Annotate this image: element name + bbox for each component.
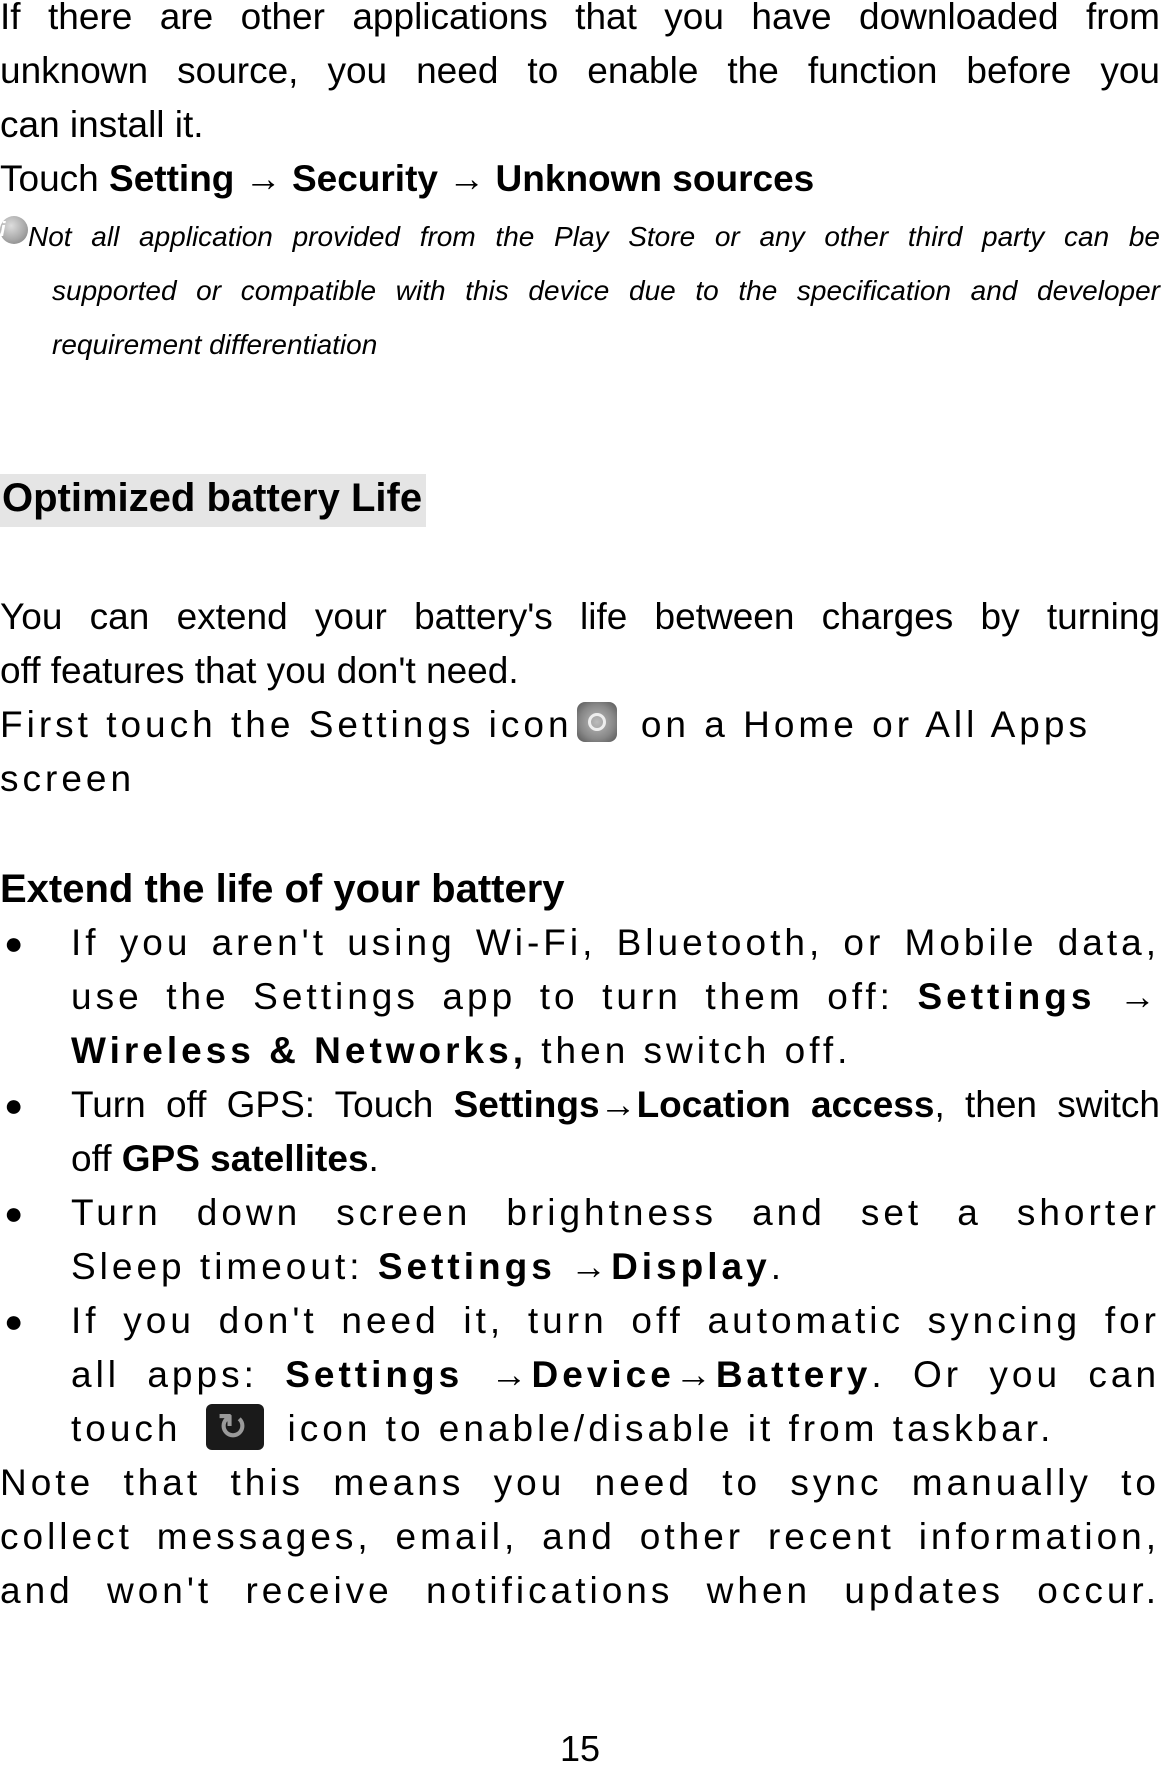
- settings-line-post: on a Home or All Apps: [640, 704, 1091, 745]
- bullet-3-line-1: Turn down screen brightness and set a shorter: [71, 1192, 1160, 1233]
- bullet-2-post: , then switch: [934, 1084, 1161, 1125]
- touch-path-line: [0, 152, 1160, 206]
- bullet-dot-icon: ●: [4, 1195, 24, 1231]
- note-line-3: requirement differentiation: [52, 329, 378, 360]
- touch-prefix: Touch: [0, 158, 110, 199]
- arrow-icon: →: [674, 1354, 716, 1395]
- arrow-icon: →: [448, 158, 486, 199]
- subsection-heading: Extend the life of your battery: [0, 867, 565, 911]
- bullet-4-device: Device: [531, 1354, 675, 1395]
- bullet-item-3: [0, 1186, 1160, 1294]
- bullet-3-period: .: [770, 1246, 785, 1287]
- page-number: 15: [559, 1728, 601, 1769]
- bullet-dot-icon: ●: [4, 1303, 24, 1339]
- bullet-4-taskbar: icon to enable/disable it from taskbar.: [287, 1408, 1055, 1449]
- bullet-4-line-2: [71, 1348, 1160, 1402]
- note-line-2: supported or compatible with this device due to the specification and developer: [52, 275, 1160, 306]
- bullet-4-line-3: [71, 1402, 1160, 1456]
- settings-gear-icon: [577, 702, 617, 742]
- section-para-line-2: off features that you don't need.: [0, 650, 519, 691]
- bullet-4-pre: all apps:: [71, 1354, 286, 1395]
- bullet-item-2: [0, 1078, 1160, 1186]
- section-heading-wrap: [0, 474, 1160, 527]
- intro-line-2: unknown source, you need to enable the function before you: [0, 50, 1160, 91]
- bullet-1-wireless: Wireless & Networks,: [71, 1030, 527, 1071]
- settings-line-2: screen: [0, 758, 136, 799]
- bullet-1-settings: Settings: [917, 976, 1096, 1017]
- bullet-1-post: then switch off.: [526, 1030, 852, 1071]
- bullet-2-gps: GPS satellites: [121, 1138, 369, 1179]
- bullet-4-post: . Or you can: [871, 1354, 1161, 1395]
- bullet-1-line-1: If you aren't using Wi-Fi, Bluetooth, or Mobile data,: [71, 922, 1160, 963]
- path-security: Security: [291, 158, 438, 199]
- bullet-2-period: .: [368, 1138, 379, 1179]
- bullet-3-pre: Sleep timeout:: [71, 1246, 378, 1287]
- bullet-dot-icon: ●: [4, 1087, 24, 1123]
- closing-line-2: collect messages, email, and other recent information,: [0, 1516, 1160, 1557]
- sync-icon: [206, 1404, 264, 1450]
- section-heading: Optimized battery Life: [0, 474, 426, 527]
- note-line-1: [0, 210, 1160, 264]
- bullet-dot-icon: ●: [4, 925, 24, 961]
- bullet-item-4: [0, 1294, 1160, 1456]
- bullet-4-line-1: If you don't need it, turn off automatic syncing for: [71, 1300, 1160, 1341]
- info-icon: i: [0, 216, 28, 244]
- bullet-2-line-2: [71, 1132, 1160, 1186]
- section-para-line-1: You can extend your battery's life between charges by turning: [0, 596, 1160, 637]
- bullet-item-1: [0, 916, 1160, 1078]
- bullet-2-off: off: [71, 1138, 122, 1179]
- closing-line-3: and won't receive notifications when updates occur.: [0, 1570, 1160, 1611]
- bullet-3-line-2: [71, 1240, 1160, 1294]
- bullet-4-battery: Battery: [715, 1354, 872, 1395]
- path-unknown-sources: Unknown sources: [495, 158, 815, 199]
- bullet-2-pre: Turn off GPS: Touch: [71, 1084, 454, 1125]
- settings-line-pre: First touch the Settings icon: [0, 704, 573, 745]
- arrow-icon: →: [570, 1246, 612, 1287]
- bullet-1-line-2: [71, 970, 1160, 1024]
- closing-line-1: Note that this means you need to sync manually to: [0, 1462, 1160, 1503]
- arrow-icon: →: [1119, 976, 1160, 1017]
- settings-icon-line: [0, 698, 1160, 752]
- bullet-3-display: Display: [611, 1246, 771, 1287]
- arrow-icon: →: [599, 1084, 637, 1125]
- bullet-3-settings: Settings: [377, 1246, 556, 1287]
- bullet-2-settings: Settings: [453, 1084, 600, 1125]
- bullet-2-line-1: [71, 1078, 1160, 1132]
- bullet-1-line-3: [71, 1024, 1160, 1078]
- bullet-2-location: Location access: [636, 1084, 935, 1125]
- intro-line-1: If there are other applications that you have downloaded from: [0, 0, 1160, 37]
- bullet-1-text: use the Settings app to turn them off:: [71, 976, 918, 1017]
- note-text-1: Not all application provided from the Play Store or any other third party can be: [28, 221, 1160, 252]
- intro-line-3: can install it.: [0, 104, 204, 145]
- bullet-4-settings: Settings: [285, 1354, 464, 1395]
- bullet-4-touch: touch: [71, 1408, 182, 1449]
- arrow-icon: →: [244, 158, 282, 199]
- path-setting: Setting: [109, 158, 235, 199]
- arrow-icon: →: [490, 1354, 532, 1395]
